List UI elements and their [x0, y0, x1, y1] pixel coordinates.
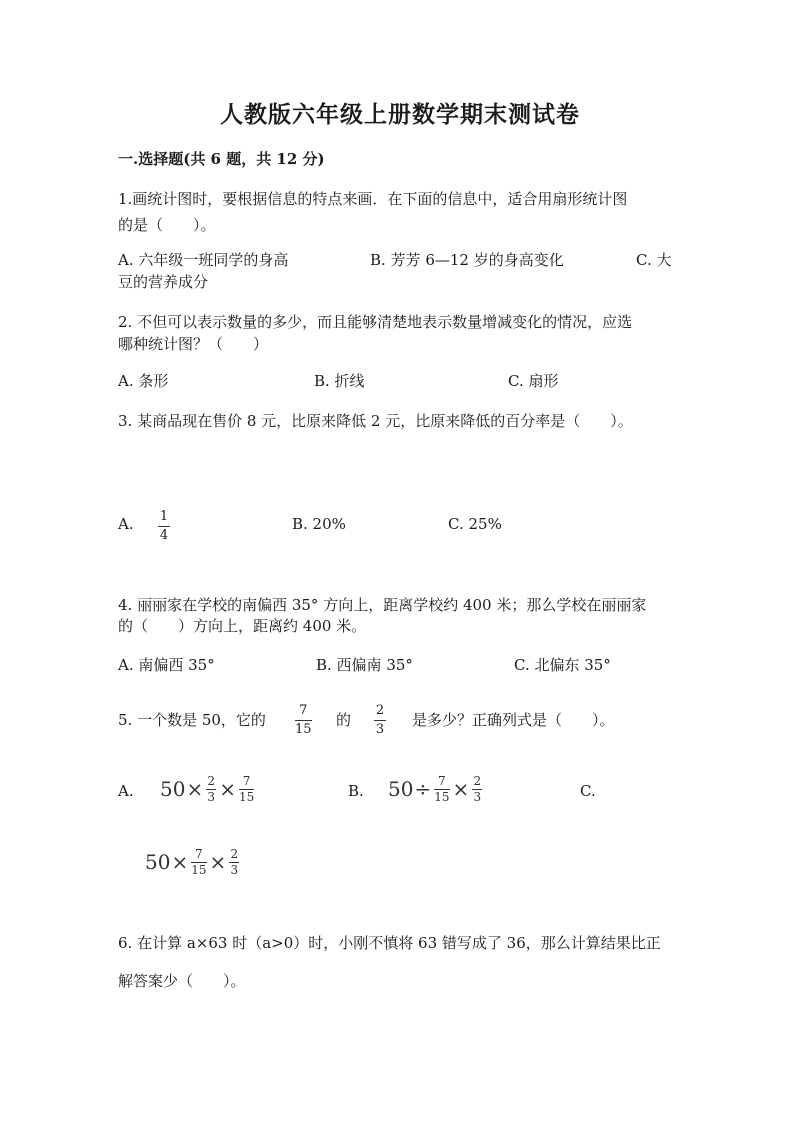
section-heading: 一.选择题(共 6 题，共 12 分)	[118, 150, 325, 168]
question-4-option-b: B. 西偏南 35°	[316, 656, 413, 674]
expression-number: 50	[160, 777, 186, 801]
fraction-numerator: 7	[242, 774, 251, 788]
question-6-text-line-1: 6. 在计算 a×63 时（a>0）时，小刚不慎将 63 错写成了 36，那么计算结果比正	[118, 934, 661, 952]
fraction-denominator: 15	[191, 863, 207, 877]
fraction-numerator: 2	[375, 703, 385, 718]
fraction-bar	[295, 720, 312, 721]
question-2-option-a: A. 条形	[118, 372, 169, 390]
fraction-numerator: 7	[299, 703, 308, 718]
question-1-text-line-1: 1.画统计图时，要根据信息的特点来画．在下面的信息中，适合用扇形统计图	[118, 190, 628, 208]
fraction-denominator: 15	[295, 722, 312, 737]
multiply-operator: ×	[219, 777, 236, 801]
divide-operator: ÷	[414, 777, 432, 801]
question-2-text-line-1: 2. 不但可以表示数量的多少，而且能够清楚地表示数量增减变化的情况，应选	[118, 313, 633, 331]
question-6-text-line-2: 解答案少（ ）。	[118, 972, 246, 990]
expression-fraction	[434, 775, 449, 803]
question-1-option-c: C. 大	[636, 251, 672, 269]
fraction-numerator: 7	[438, 774, 446, 788]
multiply-operator: ×	[452, 777, 470, 801]
fraction-numerator: 2	[473, 774, 482, 788]
fraction-denominator: 3	[375, 722, 385, 737]
question-1-text-line-2: 的是（ ）。	[118, 216, 216, 234]
question-2-option-b: B. 折线	[314, 372, 365, 390]
question-5-fraction-2-3	[374, 704, 386, 736]
question-1-option-a: A. 六年级一班同学的身高	[118, 251, 289, 269]
question-3-option-b: B. 20%	[292, 515, 346, 533]
question-5-stem-part-1: 5. 一个数是 50，它的	[118, 711, 266, 729]
question-5-stem-part-2: 的	[336, 711, 352, 729]
fraction-denominator: 4	[159, 528, 169, 543]
multiply-operator: ×	[186, 777, 204, 801]
fraction-numerator: 7	[195, 847, 203, 861]
multiply-operator: ×	[209, 850, 227, 874]
question-5-stem-part-3: 是多少？正确列式是（ ）。	[412, 711, 615, 729]
fraction-numerator: 1	[159, 509, 169, 524]
question-2-option-c: C. 扇形	[508, 372, 559, 390]
fraction-denominator: 15	[434, 790, 450, 804]
expression-fraction	[206, 775, 216, 803]
page-title: 人教版六年级上册数学期末测试卷	[220, 101, 580, 128]
fraction-denominator: 3	[473, 790, 482, 804]
expression-number: 50	[388, 777, 414, 801]
expression-fraction	[229, 848, 239, 876]
fraction-denominator: 3	[230, 863, 239, 877]
question-5-fraction-7-15	[295, 704, 312, 736]
fraction-denominator: 3	[207, 790, 216, 804]
question-2-text-line-2: 哪种统计图？（ ）	[118, 335, 269, 353]
question-5-option-b-expression	[388, 775, 484, 803]
expression-fraction	[472, 775, 482, 803]
question-4-option-c: C. 北偏东 35°	[514, 656, 611, 674]
question-5-option-c-expression	[145, 848, 241, 876]
expression-fraction	[239, 775, 254, 803]
question-4-text-line-2: 的（ ）方向上，距离约 400 米。	[118, 617, 367, 635]
multiply-operator: ×	[171, 850, 189, 874]
question-5-option-b-label: B.	[348, 782, 364, 800]
fraction-bar	[158, 526, 170, 527]
question-1-option-b: B. 芳芳 6—12 岁的身高变化	[370, 251, 564, 269]
expression-fraction	[191, 848, 206, 876]
question-3-option-a-fraction	[158, 510, 170, 542]
question-5-option-c-label: C.	[580, 782, 596, 800]
question-3-text: 3. 某商品现在售价 8 元，比原来降低 2 元，比原来降低的百分率是（ ）。	[118, 412, 633, 430]
question-1-option-c-continued: 豆的营养成分	[118, 273, 209, 291]
fraction-denominator: 15	[238, 790, 255, 804]
question-3-option-a-label: A.	[118, 515, 134, 533]
fraction-numerator: 2	[207, 774, 216, 788]
question-5-option-a-label: A.	[118, 782, 134, 800]
question-5-option-a-expression	[160, 775, 256, 803]
fraction-numerator: 2	[230, 847, 239, 861]
question-3-option-c: C. 25%	[448, 515, 502, 533]
fraction-bar	[374, 720, 386, 721]
expression-number: 50	[145, 850, 171, 874]
question-4-text-line-1: 4. 丽丽家在学校的南偏西 35° 方向上，距离学校约 400 米；那么学校在丽丽家	[118, 596, 647, 614]
question-4-option-a: A. 南偏西 35°	[118, 656, 215, 674]
